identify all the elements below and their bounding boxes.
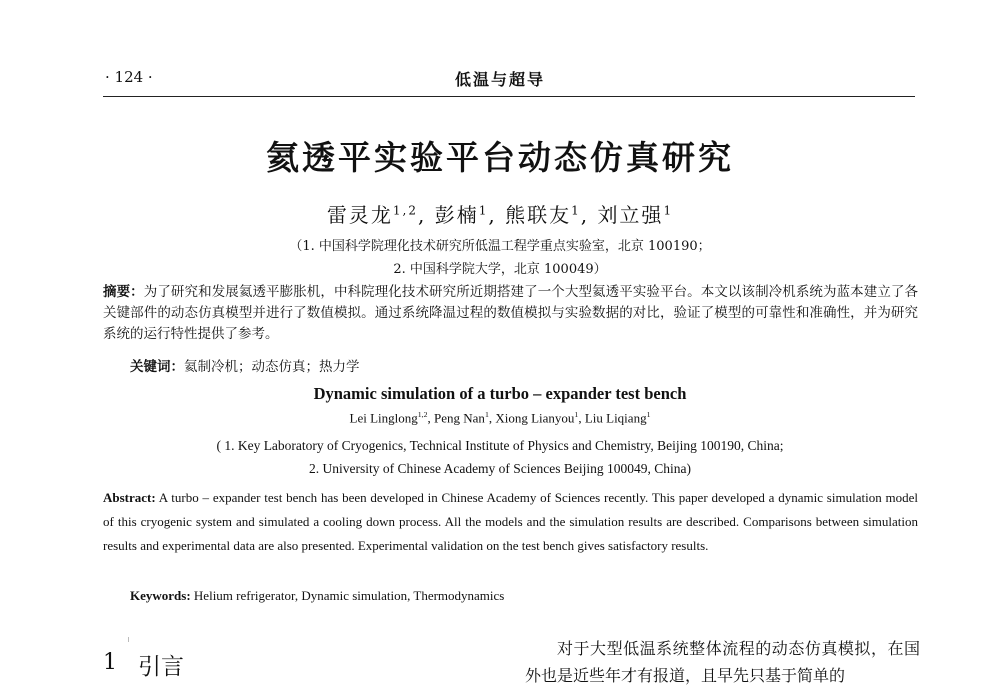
author-list-en: Lei Linglong$^{1,2}$, Peng Nan$^1$, Xiong Lianyou$^1$, Liu Liqiang$^1$ [349,410,651,426]
affiliation-cn-line2: 2. 中国科学院大学，北京 100049） [393,262,607,277]
keywords-en [130,588,504,604]
abstract-en [103,486,918,558]
author-affil-mark: 1 [646,410,651,419]
author-affil-mark: 1 [574,410,579,419]
abstract-cn-label: 摘要： [103,284,144,300]
keywords-en-text: Helium refrigerator, Dynamic simulation, Thermodynamics [190,588,505,603]
scan-mark [128,637,129,642]
header-divider [103,96,915,97]
author-affil-mark: 1 [571,203,581,218]
paper-title-cn: 氦透平实验平台动态仿真研究 [266,138,734,177]
keywords-en-label: Keywords: [130,588,191,603]
author-name: 刘立强 [597,203,664,227]
keywords-cn-label: 关键词： [130,359,184,375]
keywords-cn [130,355,360,375]
author-name: Peng Nan [434,410,485,426]
author-name: Xiong Lianyou [495,410,575,426]
section-title: 引言 [138,654,184,680]
abstract-cn [103,282,918,345]
affiliation-en-line1: ( 1. Key Laboratory of Cryogenics, Technical Institute of Physics and Chemistry, Beijing 100190, China; [216,438,784,453]
author-list-cn: 雷灵龙$^{1,2}$, 彭楠$^1$, 熊联友$^1$, 刘立强$^1$ [326,203,674,227]
author-affil-mark: 1,2 [417,410,428,419]
author-name: Lei Linglong [349,410,418,426]
paper-title-en: Dynamic simulation of a turbo – expander test bench [313,384,687,403]
author-affil-mark: 1 [484,410,489,419]
author-affil-mark: 1 [663,203,674,218]
section-number: 1 [103,650,117,675]
journal-name: 低温与超导 [454,70,545,89]
author-name: 雷灵龙 [326,203,393,227]
abstract-en-label: Abstract: [103,490,156,505]
page-number: · 124 · [105,68,153,86]
abstract-en-text: A turbo – expander test bench has been developed in Chinese Academy of Sciences recently. This paper developed a dynamic simulation model of this cryogenic system and simulated a cooling down process. All the models and the simulation results are described. Comparisons between simulation results and experimental data are also presented. Experimental validation on the test bench gives satisfactory results. [103,490,918,553]
body-paragraph: 对于大型低温系统整体流程的动态仿真模拟，在国外也是近些年才有报道，且早先只基于简单的 [525,639,920,685]
affiliation-cn-line1: （1. 中国科学院理化技术研究所低温工程学重点实验室，北京 100190； [289,239,711,254]
author-affil-mark: 1 [478,203,489,218]
abstract-cn-text: 为了研究和发展氦透平膨胀机，中科院理化技术研究所近期搭建了一个大型氦透平实验平台。本文以该制冷机系统为蓝本建立了各关键部件的动态仿真模型并进行了数值模拟。通过系统降温过程的数值模拟与实验数据的对比，验证了模型的可靠性和准确性，并为研究系统的运行特性提供了参考。 [103,284,919,342]
author-name: 熊联友 [505,203,572,227]
author-name: Liu Liqiang [584,410,647,426]
affiliation-en-line2: 2. University of Chinese Academy of Sciences Beijing 100049, China) [308,461,692,476]
keywords-cn-text: 氦制冷机；动态仿真；热力学 [184,359,360,375]
author-name: 彭楠 [434,203,479,227]
author-affil-mark: 1,2 [392,203,418,218]
